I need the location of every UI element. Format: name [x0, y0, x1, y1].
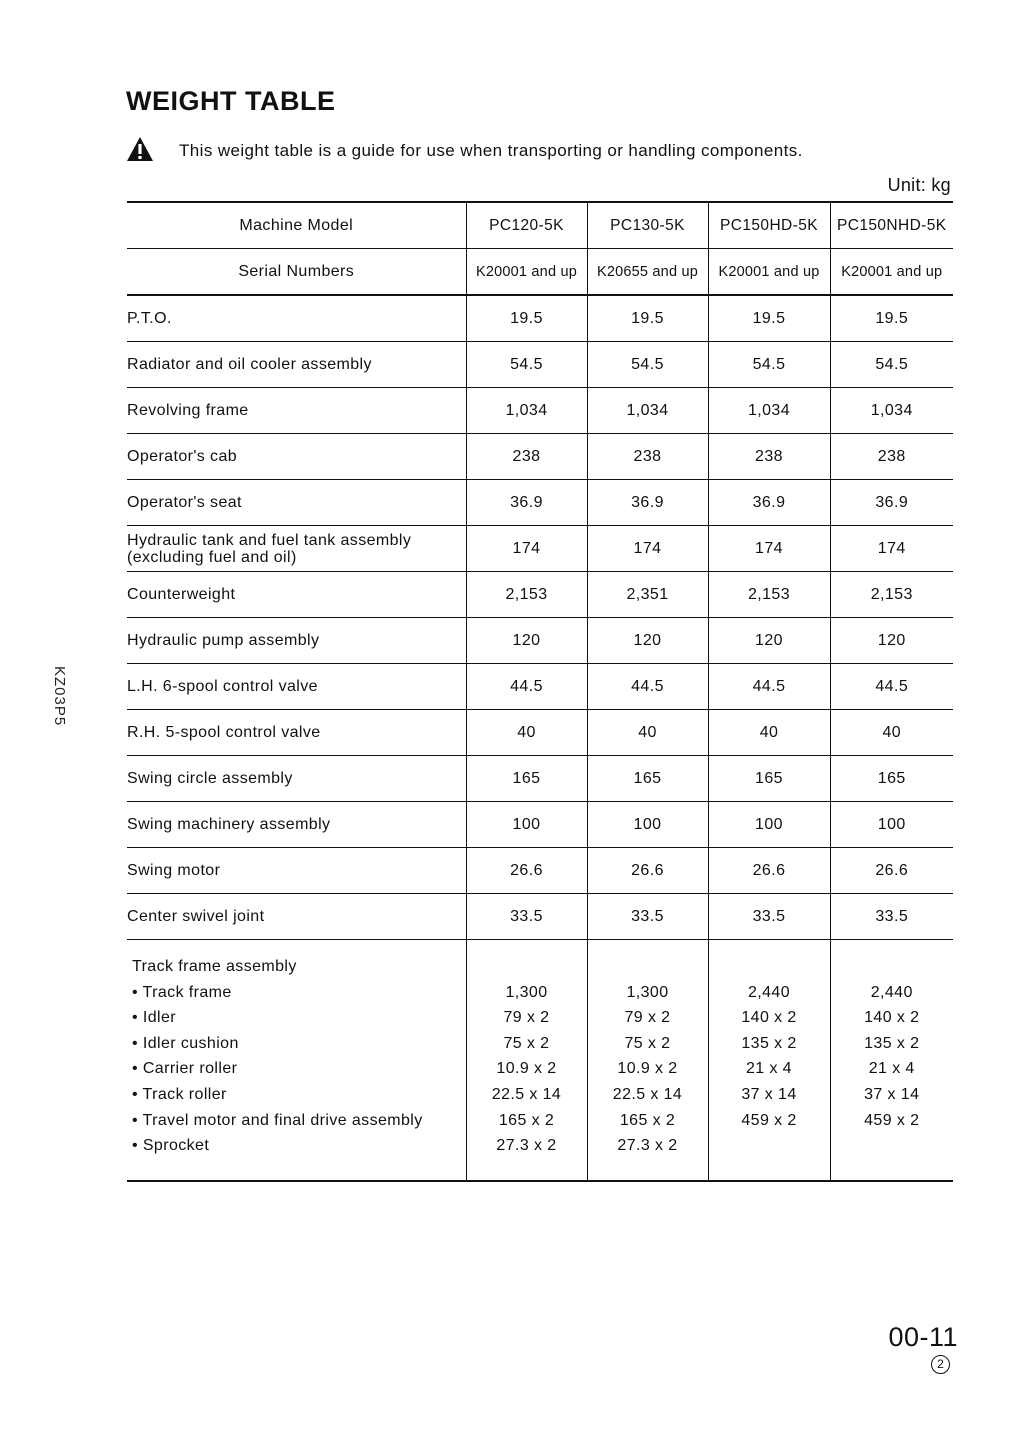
weight-cell: 19.5 — [466, 295, 587, 342]
weight-cell: 1,034 — [830, 388, 953, 434]
table-row — [127, 295, 953, 342]
component-label: Radiator and oil cooler assembly — [127, 342, 466, 388]
serial-cell: K20001 and up — [830, 249, 953, 296]
component-label: P.T.O. — [127, 295, 466, 342]
machine-model-label: Machine Model — [127, 202, 466, 249]
weight-cell: 2,153 — [466, 572, 587, 618]
weight-cell: 44.5 — [708, 664, 830, 710]
weight-cell: 27.3 x 2 — [496, 1137, 557, 1155]
weight-cell: 120 — [708, 618, 830, 664]
component-label: L.H. 6-spool control valve — [127, 664, 466, 710]
track-weight-column — [830, 940, 953, 1182]
table-row — [127, 756, 953, 802]
weight-cell: 36.9 — [708, 480, 830, 526]
component-label: Operator's seat — [127, 480, 466, 526]
weight-cell: 19.5 — [587, 295, 708, 342]
table-row — [127, 388, 953, 434]
weight-cell: 10.9 x 2 — [617, 1060, 678, 1078]
table-row — [127, 526, 953, 572]
weight-cell: 100 — [830, 802, 953, 848]
track-item-label: • Track roller — [132, 1085, 227, 1103]
weight-cell: 2,440 — [870, 983, 913, 1001]
component-label: Hydraulic pump assembly — [127, 618, 466, 664]
track-item-label: • Idler cushion — [132, 1034, 239, 1052]
track-weight-column — [708, 940, 830, 1182]
weight-cell: 44.5 — [466, 664, 587, 710]
weight-cell: 174 — [830, 526, 953, 572]
weight-cell: 22.5 x 14 — [491, 1085, 562, 1103]
weight-cell: 75 x 2 — [624, 1034, 671, 1052]
model-cell: PC130-5K — [587, 202, 708, 249]
table-row — [127, 802, 953, 848]
weight-cell: 21 x 4 — [868, 1060, 915, 1078]
track-item-label: • Carrier roller — [132, 1060, 238, 1078]
weight-cell: 36.9 — [830, 480, 953, 526]
weight-cell: 1,034 — [466, 388, 587, 434]
weight-cell: 19.5 — [708, 295, 830, 342]
weight-cell: 165 — [466, 756, 587, 802]
table-row — [127, 342, 953, 388]
serial-cell: K20001 and up — [466, 249, 587, 296]
serial-header-row — [127, 249, 953, 296]
weight-cell: 33.5 — [708, 894, 830, 940]
component-label — [127, 526, 466, 572]
weight-cell: 54.5 — [587, 342, 708, 388]
weight-cell — [709, 1133, 830, 1159]
table-row — [127, 710, 953, 756]
weight-cell: 174 — [466, 526, 587, 572]
warning-icon — [126, 136, 154, 162]
weight-cell: 37 x 14 — [864, 1085, 920, 1103]
revision-mark: 2 — [931, 1355, 950, 1374]
serial-cell: K20001 and up — [708, 249, 830, 296]
weight-cell: 36.9 — [466, 480, 587, 526]
weight-cell: 36.9 — [587, 480, 708, 526]
weight-cell: 22.5 x 14 — [612, 1085, 683, 1103]
table-row — [127, 572, 953, 618]
weight-cell: 459 x 2 — [864, 1111, 920, 1129]
weight-cell: 37 x 14 — [741, 1085, 797, 1103]
component-label: Revolving frame — [127, 388, 466, 434]
track-item-label: • Sprocket — [132, 1137, 210, 1155]
table-row — [127, 434, 953, 480]
weight-cell: 75 x 2 — [503, 1034, 550, 1052]
weight-cell: 40 — [587, 710, 708, 756]
weight-cell: 21 x 4 — [746, 1060, 792, 1078]
weight-cell: 238 — [587, 434, 708, 480]
weight-cell: 174 — [587, 526, 708, 572]
weight-cell: 238 — [466, 434, 587, 480]
weight-cell: 120 — [466, 618, 587, 664]
weight-cell: 135 x 2 — [741, 1034, 797, 1052]
track-item-label: • Idler — [132, 1009, 176, 1027]
component-label: Center swivel joint — [127, 894, 466, 940]
weight-cell: 40 — [830, 710, 953, 756]
weight-cell: 10.9 x 2 — [496, 1060, 557, 1078]
weight-cell: 54.5 — [708, 342, 830, 388]
weight-cell: 19.5 — [830, 295, 953, 342]
weight-cell: 54.5 — [466, 342, 587, 388]
weight-cell: 33.5 — [466, 894, 587, 940]
table-row — [127, 480, 953, 526]
weight-cell: 165 — [587, 756, 708, 802]
component-label-line: (excluding fuel and oil) — [127, 548, 297, 566]
weight-cell: 44.5 — [587, 664, 708, 710]
weight-cell: 1,300 — [626, 983, 669, 1001]
serial-cell: K20655 and up — [587, 249, 708, 296]
track-weight-column — [466, 940, 587, 1182]
table-row — [127, 618, 953, 664]
weight-table — [127, 201, 953, 1182]
track-item-label: • Travel motor and final drive assembly — [132, 1111, 423, 1129]
component-label: Swing machinery assembly — [127, 802, 466, 848]
weight-cell: 238 — [708, 434, 830, 480]
weight-cell: 165 — [830, 756, 953, 802]
unit-label: Unit: kg — [887, 175, 951, 195]
weight-cell: 26.6 — [466, 848, 587, 894]
weight-cell: 2,153 — [830, 572, 953, 618]
model-cell: PC150NHD-5K — [830, 202, 953, 249]
weight-cell: 2,153 — [708, 572, 830, 618]
weight-cell: 165 x 2 — [619, 1111, 676, 1129]
weight-cell: 33.5 — [830, 894, 953, 940]
serial-numbers-label: Serial Numbers — [127, 249, 466, 296]
component-label-line: Hydraulic tank and fuel tank assembly — [127, 531, 412, 549]
weight-cell: 238 — [830, 434, 953, 480]
component-label: Counterweight — [127, 572, 466, 618]
weight-cell: 165 x 2 — [498, 1111, 555, 1129]
weight-cell: 26.6 — [708, 848, 830, 894]
weight-cell: 120 — [830, 618, 953, 664]
page-title: WEIGHT TABLE — [126, 86, 336, 116]
weight-cell: 40 — [708, 710, 830, 756]
weight-cell: 100 — [466, 802, 587, 848]
table-row — [127, 664, 953, 710]
weight-cell: 174 — [708, 526, 830, 572]
track-item-label: • Track frame — [132, 983, 232, 1001]
weight-cell: 44.5 — [830, 664, 953, 710]
weight-cell — [831, 1133, 954, 1159]
weight-cell: 26.6 — [830, 848, 953, 894]
component-label: Swing circle assembly — [127, 756, 466, 802]
weight-cell: 459 x 2 — [741, 1111, 797, 1129]
weight-cell: 120 — [587, 618, 708, 664]
weight-cell: 135 x 2 — [864, 1034, 920, 1052]
guide-note: This weight table is a guide for use when transporting or handling components. — [179, 141, 803, 160]
weight-cell: 140 x 2 — [864, 1009, 920, 1027]
component-label: R.H. 5-spool control valve — [127, 710, 466, 756]
model-header-row — [127, 202, 953, 249]
weight-cell: 100 — [708, 802, 830, 848]
track-frame-title: Track frame assembly — [132, 958, 297, 975]
weight-cell: 1,034 — [587, 388, 708, 434]
weight-cell: 54.5 — [830, 342, 953, 388]
table-row — [127, 894, 953, 940]
weight-cell: 26.6 — [587, 848, 708, 894]
weight-cell: 40 — [466, 710, 587, 756]
weight-cell: 2,351 — [587, 572, 708, 618]
weight-cell: 1,300 — [505, 983, 548, 1001]
model-cell: PC150HD-5K — [708, 202, 830, 249]
weight-cell: 27.3 x 2 — [617, 1137, 678, 1155]
page-number: 00-11 — [888, 1322, 958, 1352]
weight-cell: 1,034 — [708, 388, 830, 434]
track-frame-labels — [127, 940, 466, 1182]
weight-cell: 100 — [587, 802, 708, 848]
weight-cell: 33.5 — [587, 894, 708, 940]
model-cell: PC120-5K — [466, 202, 587, 249]
side-document-code: KZ03P5 — [51, 666, 68, 727]
weight-cell: 165 — [708, 756, 830, 802]
weight-cell: 79 x 2 — [503, 1009, 550, 1027]
weight-cell: 2,440 — [747, 983, 791, 1001]
weight-cell: 79 x 2 — [624, 1009, 671, 1027]
track-weight-column — [587, 940, 708, 1182]
weight-cell: 140 x 2 — [741, 1009, 797, 1027]
track-frame-row — [127, 940, 953, 1182]
component-label: Swing motor — [127, 848, 466, 894]
table-row — [127, 848, 953, 894]
component-label: Operator's cab — [127, 434, 466, 480]
